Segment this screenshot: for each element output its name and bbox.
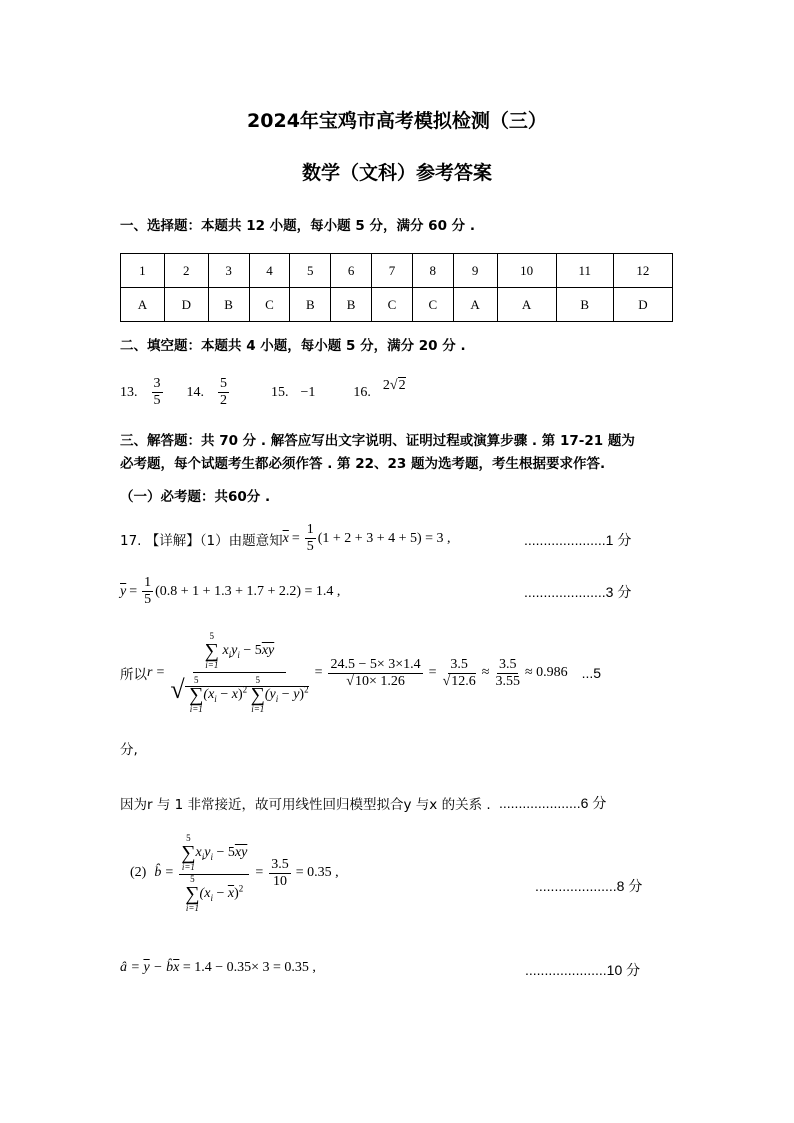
ybar-expression: (0.8 + 1 + 1.3 + 1.7 + 2.2) = 1.4 ,	[155, 583, 341, 599]
sum-symbol: 5 ∑ i=1	[204, 631, 219, 671]
q14-answer	[218, 376, 229, 409]
score-1: .....................1 分	[524, 532, 632, 548]
question-number-cell: 10	[497, 254, 556, 288]
question-number-cell: 1	[121, 254, 165, 288]
question-number-cell: 3	[208, 254, 249, 288]
so-label: 所以	[120, 667, 147, 683]
question-number-row	[121, 254, 673, 288]
numerator: 1	[144, 575, 152, 590]
b-step2: $\frac{3.5}{10}$	[271, 856, 289, 889]
equals: =	[291, 530, 300, 546]
q13-answer	[152, 376, 163, 409]
question-number-cell: 4	[249, 254, 290, 288]
numerator: 3	[153, 376, 161, 391]
r-step3: $\frac{3.5}{√12.6}$	[442, 656, 476, 689]
xbar-ybar: $\overline{xy}$	[261, 643, 275, 659]
conclusion-text: 因为r 与 1 非常接近，故可用线性回归模型拟合y 与x 的关系 .	[120, 797, 491, 813]
section1-heading: 一、选择题：本题共 12 小题，每小题 5 分，满分 60 分 .	[120, 218, 475, 234]
y-i: y	[231, 643, 238, 659]
b-result: = 0.35 ,	[295, 865, 339, 880]
a-formula: â = $\overline{y}$ − $b̂\overline{x} = 1.4 - 0.35\times 3 = 0.35$ ,	[120, 960, 316, 975]
question-number-cell: 7	[372, 254, 413, 288]
answer-cell: B	[208, 288, 249, 322]
r-var: r	[147, 665, 153, 680]
part2-label: (2)	[130, 865, 147, 880]
numerator: 5	[220, 376, 227, 391]
q14-label: 14.	[186, 384, 204, 400]
question-number-cell: 12	[613, 254, 672, 288]
answer-cell: A	[121, 288, 165, 322]
answer-cell: B	[556, 288, 613, 322]
section3-line1: 三、解答题：共 70 分 . 解答应写出文字说明、证明过程或演算步骤 . 第 17-21 题为	[120, 433, 635, 449]
answer-cell: A	[497, 288, 556, 322]
answer-cell: D	[613, 288, 672, 322]
q15-label: 15.	[271, 384, 289, 400]
answer-cell: C	[249, 288, 290, 322]
b-formula: (2) b̂ = 5 ∑ i=1 $x_iy_i - 5\overline{xy}$ 5 ∑ i=1 $(x_i - \overline{x})^2$ = $\frac{3.5}{10}$ = 0.35 ,	[130, 832, 339, 913]
x-i: x	[222, 643, 229, 659]
r-step4: $\frac{3.5}{3.55}$	[495, 656, 520, 689]
q17-label: 17. 【详解】（1）由题意知	[120, 532, 283, 549]
r-formula: 所以 r = 5 ∑ i=1 $x_iy_i - 5\overline{xy}$ √ 5 ∑ i=1 $(x_i - \overline{x})^2$ 5 ∑ i=1 $(y_i - \overline{y})^2$ = $\frac{24.5 - 5\times 3\times 1.4}{√10\times 1.26}$ = $\frac{3.5}{√12.6}$ ≈ $\frac{3.5}{3.55}$ ≈ 0.986 ...5	[120, 631, 602, 714]
score-3: .....................3 分	[524, 584, 632, 600]
one-fifth	[305, 522, 316, 555]
question-number-cell: 2	[164, 254, 208, 288]
page-title: 2024年宝鸡市高考模拟检测（三）	[247, 110, 547, 132]
score-5-continued: 分,	[120, 742, 138, 758]
coef: 2	[382, 377, 390, 393]
q16-answer: 2√2	[382, 377, 406, 393]
minus-5: − 5	[239, 643, 262, 659]
ybar: $\overline{y}$	[120, 583, 127, 599]
denominator: 2	[220, 393, 227, 408]
xbar: $\overline{x}$	[282, 530, 289, 546]
q17-xbar-line	[120, 522, 451, 555]
q16-label: 16.	[353, 384, 371, 400]
answer-cell: A	[453, 288, 497, 322]
score-8: .....................8 分	[535, 878, 643, 894]
q17-ybar-line	[120, 575, 340, 608]
denominator: 5	[144, 592, 152, 607]
answer-cell: C	[372, 288, 413, 322]
question-number-cell: 9	[453, 254, 497, 288]
score-6: .....................6 分	[499, 795, 607, 811]
radicand: 2	[398, 377, 406, 393]
denominator: 5	[153, 393, 161, 408]
r-result: ≈ 0.986	[524, 665, 568, 680]
one-fifth	[142, 575, 153, 608]
page-subtitle: 数学（文科）参考答案	[301, 162, 492, 184]
answer-cell: B	[290, 288, 331, 322]
equals: =	[129, 583, 138, 599]
answer-cell: C	[412, 288, 453, 322]
r-fraction: 5 ∑ i=1 $x_iy_i - 5\overline{xy}$ √ 5 ∑ i=1 $(x_i - \overline{x})^2$ 5 ∑ i=1 $(y_i - \overline{y})^2$	[170, 631, 309, 714]
den-radicand: 5 ∑ i=1 $(x_i - \overline{x})^2$ 5 ∑ i=1 $(y_i - \overline{y})^2$	[185, 686, 309, 702]
b-hat: b̂	[154, 865, 162, 880]
fill-answers	[120, 376, 406, 409]
xbar-expression: (1 + 2 + 3 + 4 + 5) = 3 ,	[317, 530, 451, 546]
q15-answer: −1	[300, 384, 316, 400]
part1-heading: （一）必考题：共60分 .	[120, 489, 271, 505]
score-10: .....................10 分	[525, 962, 641, 978]
section3-line2: 必考题，每个试题考生都必须作答 . 第 22、23 题为选考题，考生根据要求作答.	[120, 456, 606, 472]
r-step2: $\frac{24.5 - 5\times 3\times 1.4}{√10\times 1.26}$	[330, 656, 421, 689]
answer-cell: D	[164, 288, 208, 322]
numerator: 1	[306, 522, 314, 537]
question-number-cell: 6	[331, 254, 372, 288]
b-fraction: 5 ∑ i=1 $x_iy_i - 5\overline{xy}$ 5 ∑ i=1 $(x_i - \overline{x})^2$	[181, 832, 248, 913]
question-number-cell: 11	[556, 254, 613, 288]
answer-row	[121, 288, 673, 322]
question-number-cell: 8	[412, 254, 453, 288]
question-number-cell: 5	[290, 254, 331, 288]
denominator: 5	[306, 539, 314, 554]
answer-table	[120, 253, 673, 322]
score-5: ...5	[581, 665, 602, 681]
q13-label: 13.	[120, 384, 138, 400]
section2-heading: 二、填空题：本题共 4 小题，每小题 5 分，满分 20 分 .	[120, 338, 466, 354]
answer-cell: B	[331, 288, 372, 322]
